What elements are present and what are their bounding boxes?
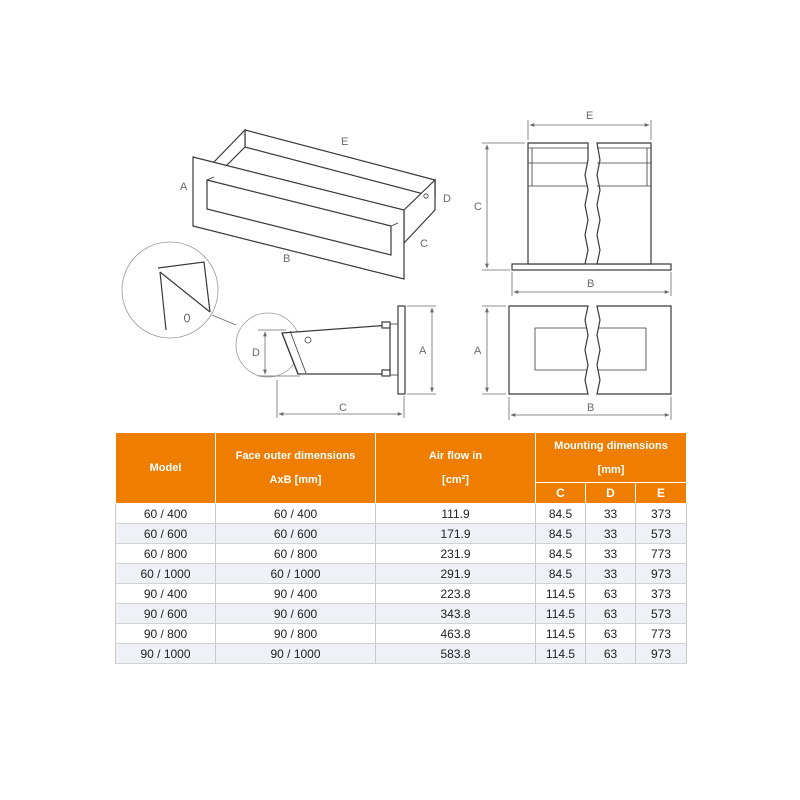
cell-d: 63: [586, 604, 636, 624]
cell-e: 973: [636, 564, 687, 584]
cell-model: 60 / 1000: [116, 564, 216, 584]
side-label-c: C: [339, 402, 347, 414]
cell-c: 114.5: [536, 604, 586, 624]
cell-airflow: 291.9: [376, 564, 536, 584]
header-airflow-line2: [cm²]: [442, 474, 469, 486]
header-mounting-dimensions: [536, 433, 687, 483]
table-row: [116, 504, 687, 524]
specifications-table: [115, 432, 687, 664]
cell-airflow: 343.8: [376, 604, 536, 624]
top-label-b: B: [587, 278, 595, 290]
front-label-a: A: [474, 345, 482, 357]
cell-d: 63: [586, 644, 636, 664]
cell-model: 90 / 600: [116, 604, 216, 624]
cell-e: 973: [636, 644, 687, 664]
table-row: [116, 524, 687, 544]
cell-e: 573: [636, 604, 687, 624]
front-label-b: B: [587, 402, 595, 414]
table-row: [116, 644, 687, 664]
header-face-dimensions: [216, 433, 376, 504]
table-row: [116, 624, 687, 644]
header-c: C: [536, 483, 586, 504]
cell-e: 573: [636, 524, 687, 544]
cell-airflow: 463.8: [376, 624, 536, 644]
cell-c: 84.5: [536, 524, 586, 544]
cell-d: 33: [586, 544, 636, 564]
cell-d: 33: [586, 504, 636, 524]
cell-airflow: 231.9: [376, 544, 536, 564]
cell-d: 63: [586, 624, 636, 644]
cell-airflow: 171.9: [376, 524, 536, 544]
header-model: Model: [116, 433, 216, 504]
header-e: E: [636, 483, 687, 504]
cell-e: 373: [636, 584, 687, 604]
cell-model: 90 / 1000: [116, 644, 216, 664]
header-airflow-line1: Air flow in: [428, 450, 483, 462]
cell-face: 60 / 600: [216, 524, 376, 544]
cell-face: 60 / 400: [216, 504, 376, 524]
cell-model: 90 / 800: [116, 624, 216, 644]
front-view: [474, 306, 671, 420]
top-label-e: E: [586, 110, 594, 122]
iso-label-c: C: [420, 238, 428, 250]
cell-c: 84.5: [536, 544, 586, 564]
cell-c: 114.5: [536, 584, 586, 604]
header-d: D: [586, 483, 636, 504]
cell-face: 90 / 1000: [216, 644, 376, 664]
top-label-c: C: [474, 201, 482, 213]
header-face-line1: Face outer dimensions: [235, 450, 356, 462]
table-row: [116, 584, 687, 604]
iso-label-e: E: [341, 136, 349, 148]
cell-model: 60 / 400: [116, 504, 216, 524]
isometric-view: [180, 130, 451, 279]
cell-face: 60 / 1000: [216, 564, 376, 584]
header-mounting-line1: Mounting dimensions: [554, 439, 668, 452]
cell-c: 114.5: [536, 624, 586, 644]
table-row: [116, 604, 687, 624]
cell-d: 33: [586, 524, 636, 544]
cell-airflow: 223.8: [376, 584, 536, 604]
iso-label-d: D: [443, 193, 451, 205]
cell-model: 90 / 400: [116, 584, 216, 604]
cell-c: 84.5: [536, 564, 586, 584]
header-air-flow: [376, 433, 536, 504]
cell-face: 60 / 800: [216, 544, 376, 564]
side-label-d: D: [252, 347, 260, 359]
cell-c: 114.5: [536, 644, 586, 664]
cell-model: 60 / 600: [116, 524, 216, 544]
cell-model: 60 / 800: [116, 544, 216, 564]
table-row: [116, 544, 687, 564]
cell-e: 773: [636, 544, 687, 564]
cell-c: 84.5: [536, 504, 586, 524]
cell-airflow: 583.8: [376, 644, 536, 664]
side-label-a: A: [419, 345, 427, 357]
cell-airflow: 111.9: [376, 504, 536, 524]
cell-d: 63: [586, 584, 636, 604]
cell-face: 90 / 600: [216, 604, 376, 624]
cell-d: 33: [586, 564, 636, 584]
top-view: [474, 110, 671, 296]
iso-label-b: B: [283, 253, 291, 265]
detail-circle-large: [122, 242, 218, 338]
cell-e: 373: [636, 504, 687, 524]
header-mounting-line2: [mm]: [597, 463, 625, 476]
iso-label-a: A: [180, 181, 188, 193]
cell-face: 90 / 400: [216, 584, 376, 604]
cell-e: 773: [636, 624, 687, 644]
cell-face: 90 / 800: [216, 624, 376, 644]
table-row: [116, 564, 687, 584]
header-face-line2: AxB [mm]: [269, 474, 322, 486]
